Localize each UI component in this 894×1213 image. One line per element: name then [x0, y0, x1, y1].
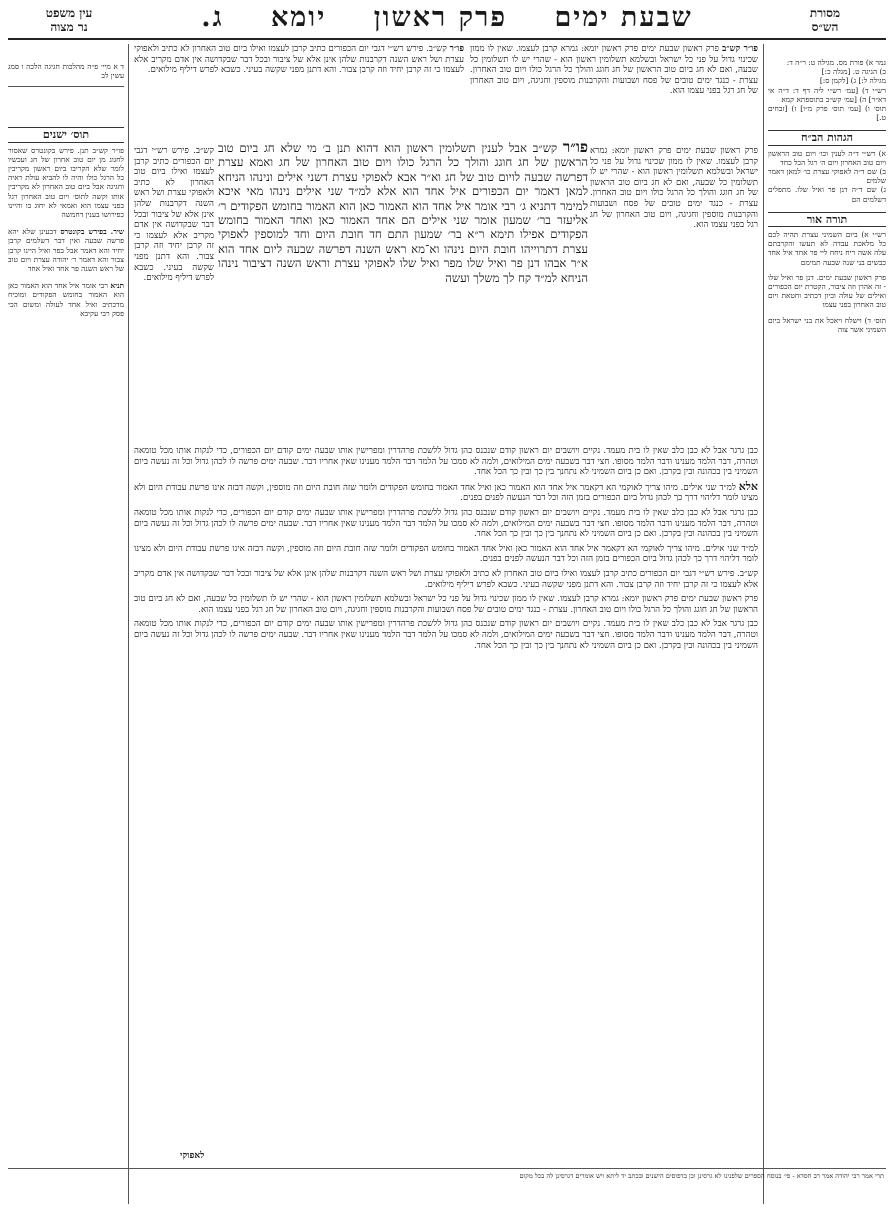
tosafot-yeshanim-text: פו״ר קש״ב תנן. פירש בקונטרס שאסור לחגוג מן יום טוב אחרון של חג ועכשיו לומר שלא הקריבו ביום ראשון מקריבין כל הרגל כולו והיה לו להביא עולת ראיה וחגיגה אבל ביום טוב האחרון לא מקריבין אותו וקשה לתוס׳ ויום טוב האחרון רגל בפני עצמו הוא ואמאי לא יחוג בו והיינו כפירושו בענין דחמשה	[8, 145, 124, 220]
ein-mishpat-divider	[8, 86, 124, 87]
rashi-top-column	[470, 44, 758, 144]
shita-head: שיר. בפירש בקונטרס	[60, 227, 124, 237]
gemara-body: ראשון הוא דהוא תנן ב׳ מי שלא חג ביום טוב הראשון של חג חוגג והולך כל הרגל כולו ויום טוב האחרון של חג ואמא עצרת דפרשה שבעה לויום טוב של חג וא״ר אבא לאפוקי עצרת דשני אילים ונינהו הניחא למאן דאמר יום הכפורים איל אחד הוא אלא למ״ד שני אילים נינהו מאי איכא למימר דתניא ג׳ רבי אומר איל אחד הוא האמור כאן הוא האמור בחומש הפקודים ר׳ אליעזר בר׳ שמעון אומר שני אילים הם אחד האמור כאן ואחד האמור בחומש הפקודים אפילו תימא ר״א בר׳ שמעון התם חד חובת היום וחד למוספין לאפוקי עצרת דתרוייהו חובת היום נינהו וא־מא ראש השנה דפרשה שבעה ליום אחד הוא א״ר אבהו דנן פר ואיל שלו מפר ואיל שלו לאפוקי עצרת וראש השנה דציבור נינהו הניחא למ״ד קח לך משלך ועשה	[218, 141, 588, 285]
gemara-lead-marker: פו״ר	[562, 140, 588, 156]
commentary-bottom-text: כבן גרגר אבל לא כבן כלב שאין לו בית מעמד. נקיים ויושבים יום ראשון קודם שנכנס כהן גדול ללשכת פרהדרין ומפרישין אותו שבעה ימים קודם יום הכפורים, כדי לנקות אותו מכל טומאה וטהרה, דבר הלמד מענינו ודבר הלמד מסופו. חצי דבר בשבעה ימים המילואים, ולמה לא סמכו על הלמד דבר הלמד מענינו שאין אחריו דבר. שבעה ימים פרשה לו לכהן גדול וכל זה נעשה ביום השמיני בין בכהונה ובין בקרבן. ואם כן ביום השמיני לא נתחנך בין כך ובין כך הכל אחד.	[134, 446, 758, 478]
shita-text: דבעינן שלא יהא פרשה שבעה ואין דבר דשלמים קרבן יחיד והא דאמר אבל בפר ואיל היינו קרבן צבור והא דאמר ר׳ יהודה עצרת ויום טוב של ראש השנה פר אחד ואיל אחד	[8, 227, 124, 274]
tosafot-side-column	[134, 146, 214, 440]
rashi-lead: פו״ר קש״ב	[722, 44, 758, 54]
tosafot-top-column	[134, 44, 464, 144]
title-daf: ג.	[201, 2, 224, 33]
tosafot-text: קש״ב. פירש רש״י דגבי יום הכפורים כתיב קרבן לעצמו ואילו ביום טוב האחרון לא כתיב ולאפוקי עצרת ושל ראש השנה דקרבנות שלהן אינן אלא של ציבור ובכל דבר שבקדושה אין אדם מקריב אלא לעצמו כי זה קרבן יחיד וזה קרבן צבור. והא דתנן מפני שקשה בעיני. כשבא לפרש דיליף מילואים.	[134, 44, 464, 76]
rashi-bottom-text: פרק ראשון שבעת ימים פרק ראשון יומא: גמרא קרבן לעצמו. שאין לו ממון שכינוי גדול על פני כל ישראל ובשלמא תשלומין ראשון הוא - שהרי יש לו תשלומין כל שבעה, ואם לא חג ביום טוב הראשון של חג חוגג והולך כל הרגל כולו ויום טוב האחרון. עצרת - כנגד ימים טובים של פסח ושבועות והקרבנות מוספין וחגיגה, ויום טוב האחרון של חג רגל בפני עצמו הוא.	[134, 594, 758, 615]
hagahot-item: א) רש״י ד״ה לענין וכו׳ ויום טוב הראשון ויום טוב האחרון ויום ה׳ רגל הכל כחד	[768, 148, 886, 167]
rashi-side-text: פרק ראשון שבעת ימים פרק ראשון יומא: גמרא קרבן לעצמו. שאין לו ממון שכינוי גדול על פני כל ישראל ובשלמא תשלומין ראשון הוא - שהרי יש לו תשלומין כל שבעה, ואם לא חג ביום טוב הראשון של חג חוגג והולך כל הרגל כולו ויום טוב האחרון. עצרת - כנגד ימים טובים של פסח ושבועות והקרבנות מוספין וחגיגה, ויום טוב האחרון של חג רגל בפני עצמו הוא.	[590, 146, 758, 231]
commentary-bottom-text-repeat2: כבן גרגר אבל לא כבן כלב שאין לו בית מעמד. נקיים ויושבים יום ראשון קודם שנכנס כהן גדול ללשכת פרהדרין ומפרישין אותו שבעה ימים קודם יום הכפורים, כדי לנקות אותו מכל טומאה וטהרה, דבר הלמד מענינו ודבר הלמד מסופו. חצי דבר בשבעה ימים המילואים, ולמה לא סמכו על הלמד דבר הלמד מענינו שאין אחריו דבר. שבעה ימים פרשה לו לכהן גדול וכל זה נעשה ביום השמיני בין בכהונה ובין בקרבן. ואם כן ביום השמיני לא נתחנך בין כך ובין כך הכל אחד.	[134, 619, 758, 651]
title-tractate: יומא	[270, 2, 327, 33]
left-margin-rule	[128, 44, 129, 1204]
rashi-side-column	[590, 146, 758, 440]
footer-rule	[8, 1168, 886, 1169]
gemara-opening: קש״ב אבל לענין תשלומין	[439, 141, 558, 155]
gemara-text-block	[218, 140, 588, 440]
tosafot-side-text: קש״ב. פירש רש״י דגבי יום הכפורים כתיב קרבן לעצמו ואילו ביום טוב האחרון לא כתיב ולאפוקי עצרת ושל ראש השנה דקרבנות שלהן אינן אלא של ציבור ובכל דבר שבקדושה אין אדם מקריב אלא לעצמו כי זה קרבן יחיד וזה קרבן צבור. והא דתנן מפני שקשה בעיני. כשבא לפרש דיליף מילואים.	[134, 146, 214, 284]
ein-mishpat-text: ד א מיי׳ פ״ה מהלכות חגיגה הלכה ו סמג עשין לב	[8, 62, 124, 81]
commentary-bottom-text2: למ״ד שני אילים. מיהו צריך לאוקמי הא דקאמר איל אחד הוא האמור כאן ואיל אחד האמור בחומש הפקודים ולומר שזה חובת היום וזה מוספין, וקשה דבזה אינו פרשת עבודת היום ולא מצינו לומר דליהוי דרך כך לכהן גדול ביום הכפורים בזמן הזה וכל דבר הנעשה לפנים בפנים.	[134, 482, 758, 504]
masoret-item: גמר א) פורת מס. מגילה ט: ר״ה ד:	[786, 58, 886, 67]
masoret-item: מגילה ל:] ג) [לקמן ס:]	[819, 76, 886, 86]
lower-commentary-column	[134, 446, 758, 1146]
left-margin-column	[8, 62, 124, 1182]
page-title	[0, 2, 894, 33]
title-chapter-name: שבעת ימים	[554, 2, 693, 33]
commentary-bottom-text-repeat: כבן גרגר אבל לא כבן כלב שאין לו בית מעמד. נקיים ויושבים יום ראשון קודם שנכנס כהן גדול ללשכת פרהדרין ומפרישין אותו שבעה ימים קודם יום הכפורים, כדי לנקות אותו מכל טומאה וטהרה, דבר הלמד מענינו ודבר הלמד מסופו. חצי דבר בשבעה ימים המילואים, ולמה לא סמכו על הלמד דבר הלמד מענינו שאין אחריו דבר. שבעה ימים פרשה לו לכהן גדול וכל זה נעשה ביום השמיני בין בכהונה ובין בקרבן. ואם כן ביום השמיני לא נתחנך בין כך ובין כך הכל אחד.	[134, 507, 758, 540]
torah-or-text: רש״י א) ביום השמיני עצרת תהיה לכם כל מלאכת עבדה לא תעשו והקרבתם עלה אשה ריח ניחח ליי פר אחד איל אחד כבשים בני שנה שבעה תמימם	[768, 230, 886, 267]
masoret-item: רש״י ד) [עמ׳ רש״י ליה דף ד: ד״ה אי דא״ר] ה) [עמ׳ קש״ב בתוספתא קמא	[768, 85, 886, 104]
hagahot-item: ב) שם ד״ה לאפוקי עצרת כו׳ למאן דאמר שלמים	[768, 167, 886, 186]
catchword: לאפוקי	[180, 1151, 205, 1161]
masoret-item: תוס׳ ו) [עמ׳ תוס׳ פרק מ״ו] ז) [זבחים ט.]	[768, 104, 886, 123]
tanya-paragraph	[8, 281, 124, 318]
tanya-text: רבי אומר איל אחד הוא האמור כאן הוא האמור בחומש הפקודים ומוכיח מדכתיב ואיל אחד לעולה ומשום הכי פסק רבי עקיבא	[8, 281, 124, 318]
hagahot-title: הגהות הב״ח	[768, 130, 886, 145]
torah-or-title: תורה אור	[768, 212, 886, 227]
commentary-bottom-text2-repeat: למ״ד שני אילים. מיהו צריך לאוקמי הא דקאמר איל אחד הוא האמור כאן ואיל אחד האמור בחומש הפקודים ולומר שזה חובת היום וזה מוספין, וקשה דבזה אינו פרשת עבודת היום ולא מצינו לומר דליהוי דרך כך לכהן גדול ביום הכפורים בזמן הזה וכל דבר הנעשה לפנים בפנים.	[134, 543, 758, 565]
tosafot-bottom-text: קש״ב. פירש רש״י דגבי יום הכפורים כתיב קרבן לעצמו ואילו ביום טוב האחרון לא כתיב ולאפוקי עצרת ושל ראש השנה דקרבנות שלהן אינן אלא של ציבור ובכל דבר שבקדושה אין אדם מקריב אלא לעצמו כי זה קרבן יחיד וזה קרבן צבור. והא דתנן מפני שקשה בעיני. כשבא לפרש דיליף מילואים.	[134, 568, 758, 590]
title-chapter-number: פרק ראשון	[373, 2, 508, 33]
commentary-lead2: אלא	[738, 479, 758, 493]
rashi-margin-text: פרק ראשון שבעת ימים. דנן פר ואיל שלו - זה אהרן וזה ציבור, הקטרת יום הכפורים ואילים של עולה וכיון דכתיב וחטאת ויום טוב האחרון בפני עצמו	[768, 272, 886, 310]
masoret-item: ב) הגיגה ט. [מגלה כ:]	[821, 67, 886, 77]
hagahot-item: ג) שם ד״ה דנן פר ואיל שלו. מתפלים דשלמים הם	[768, 185, 886, 204]
ein-mishpat-label: עין משפט נר מצוה	[45, 6, 93, 34]
footer-note: תרי אמר רבי יהודה אמר רב חסדא - פי׳ בנוסח הספרים שלפנינו לא גרסינן וכן בדפוסים הישנים ובכתב יד ליתא ויש אומרים דגרסינן לה בכל מקום	[519, 1172, 884, 1180]
tanya-head: תניא	[110, 281, 124, 291]
tosafot-yeshanim-title: תוס׳ ישנים	[8, 127, 124, 142]
tosafot-margin-text: תוס׳ ד) וישלח ויאכל את בני ישראל ביום השמיני אשר צוה	[768, 315, 886, 334]
shita-paragraph	[8, 227, 124, 273]
right-margin-rule	[763, 44, 764, 1204]
right-margin-column	[768, 58, 886, 1178]
tosafot-lead: פו״ר	[449, 44, 464, 54]
rashi-text: פרק ראשון שבעת ימים פרק ראשון יומא: גמרא קרבן לעצמו. שאין לו ממון שכינוי גדול על פני כל ישראל ובשלמא תשלומין ראשון הוא - שהרי יש לו תשלומין כל שבעה, ואם לא חג ביום טוב הראשון של חג חוגג והולך כל הרגל כולו ויום טוב האחרון. עצרת - כנגד ימים טובים של פסח ושבועות והקרבנות מוספין וחגיגה, ויום טוב האחרון של חג רגל בפני עצמו הוא.	[470, 44, 758, 97]
header-rule	[8, 38, 886, 40]
masoret-hashas-label: מסורת הש״ס	[809, 6, 841, 34]
